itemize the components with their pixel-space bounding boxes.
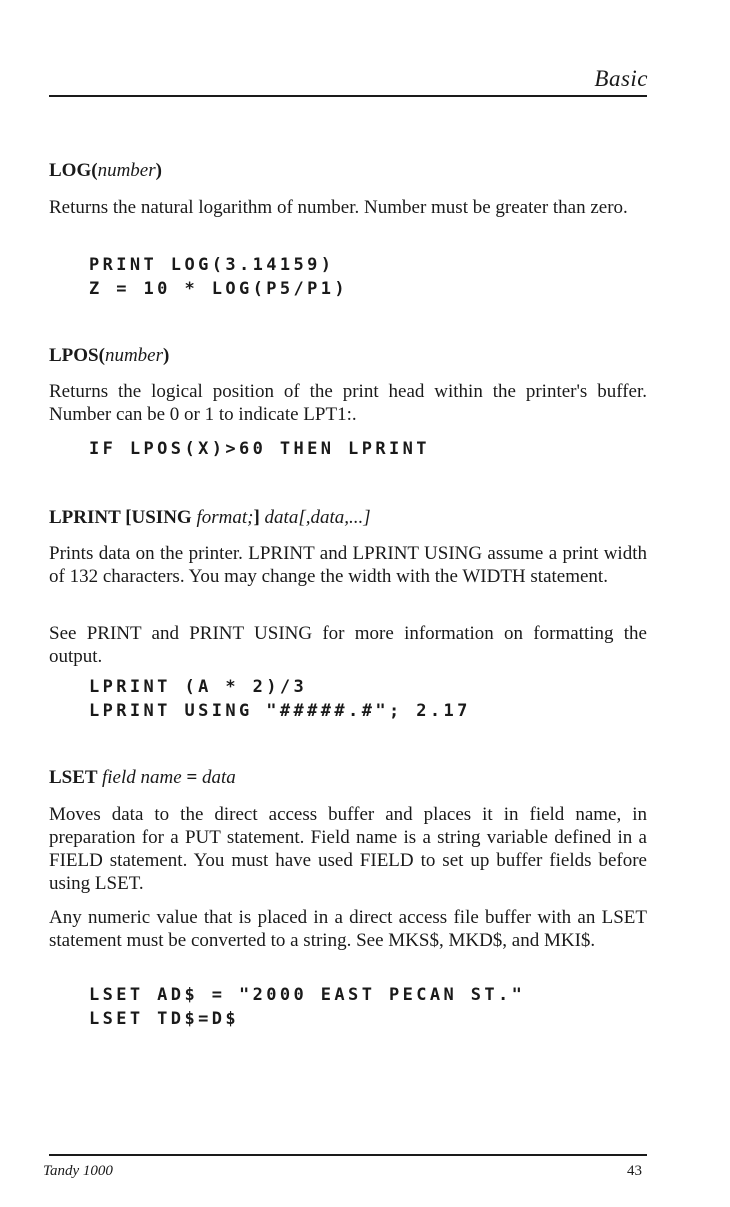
log-description: Returns the natural logarithm of number. Number must be greater than zero. (49, 197, 628, 218)
page-number: 43 (627, 1163, 642, 1179)
lpos-description: Returns the logical position of the print head within the printer's buffer. Number can be 0 or 1 to indicate LPT1:. (49, 381, 647, 425)
lpos-arg: number (104, 345, 164, 366)
lset-code (89, 983, 525, 1031)
lprint-heading (49, 507, 371, 529)
lset-description: Moves data to the direct access buffer and places it in field name, in preparation for a PUT statement. Field name is a string variable defined in a FIELD statement. You must have used FIELD to set up buffer fields before using LSET. (49, 804, 647, 894)
lset-keyword: LSET (49, 767, 102, 788)
code-line: Z = 10 * LOG(P5/P1) (89, 279, 349, 299)
lset-note: Any numeric value that is placed in a direct access file buffer with an LSET statement must be converted to a string. See MKS$, MKD$, and MKI$. (49, 907, 647, 951)
lpos-code (89, 437, 430, 461)
lpos-close: ) (163, 345, 170, 366)
lprint-description: Prints data on the printer. LPRINT and LPRINT USING assume a print width of 132 characters. You may change the width with the WIDTH statement. (49, 543, 647, 587)
header-rule (49, 95, 647, 97)
log-keyword: LOG( (49, 160, 98, 181)
footer-book-title: Tandy 1000 (43, 1163, 113, 1179)
code-line: LPRINT (A * 2)/3 (89, 677, 308, 697)
code-line: PRINT LOG(3.14159) (89, 255, 335, 275)
lprint-keyword: LPRINT [USING (49, 507, 197, 528)
code-line: LPRINT USING "#####.#"; 2.17 (89, 701, 471, 721)
lset-arg: field name (102, 767, 182, 788)
log-arg: number (97, 160, 156, 181)
lpos-heading (49, 345, 169, 367)
running-header-title: Basic (594, 66, 648, 91)
lprint-arg2: data[,data,...] (264, 507, 371, 528)
code-line: IF LPOS(X)>60 THEN LPRINT (89, 439, 430, 459)
lprint-code (89, 675, 471, 723)
lprint-see-also: See PRINT and PRINT USING for more information on formatting the output. (49, 623, 647, 667)
lprint-arg: format; (196, 507, 254, 528)
lset-arg2: data (202, 767, 236, 788)
lset-heading (49, 767, 236, 789)
lprint-close: ] (253, 507, 265, 528)
log-code (89, 253, 348, 301)
code-line: LSET AD$ = "2000 EAST PECAN ST." (89, 985, 526, 1005)
footer-rule (49, 1154, 647, 1156)
log-close: ) (155, 160, 162, 181)
lset-close: = (181, 767, 203, 788)
log-heading (49, 160, 162, 182)
lpos-keyword: LPOS( (49, 345, 105, 366)
code-line: LSET TD$=D$ (89, 1009, 239, 1029)
